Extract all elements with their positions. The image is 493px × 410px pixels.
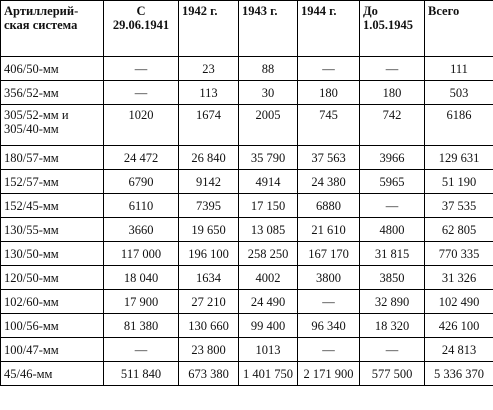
value-cell: 113 (179, 81, 239, 105)
value-cell: 2 171 900 (298, 362, 360, 386)
table-row (1, 242, 493, 266)
table-header-row (1, 1, 493, 57)
value-cell: — (298, 338, 360, 362)
value-cell: 13 085 (239, 218, 298, 242)
header-total: Всего (425, 1, 493, 57)
value-cell: 23 (179, 57, 239, 81)
value-cell: 24 472 (104, 146, 179, 170)
value-cell: 1 401 750 (239, 362, 298, 386)
value-cell: 99 400 (239, 314, 298, 338)
value-cell: 17 900 (104, 290, 179, 314)
header-1942: 1942 г. (179, 1, 239, 57)
value-cell: 21 610 (298, 218, 360, 242)
system-name-cell: 120/50-мм (1, 266, 104, 290)
value-cell: 6186 (425, 105, 493, 146)
table-row (1, 146, 493, 170)
value-cell: 30 (239, 81, 298, 105)
value-cell: 180 (360, 81, 425, 105)
table-row (1, 81, 493, 105)
system-name-cell: 406/50-мм (1, 57, 104, 81)
value-cell: 6790 (104, 170, 179, 194)
value-cell: 31 326 (425, 266, 493, 290)
value-cell: 5965 (360, 170, 425, 194)
value-cell: — (298, 57, 360, 81)
value-cell: 7395 (179, 194, 239, 218)
value-cell: 167 170 (298, 242, 360, 266)
header-artillery-system: Артиллерий-ская система (1, 1, 104, 57)
value-cell: 3966 (360, 146, 425, 170)
value-cell: 745 (298, 105, 360, 146)
value-cell: 1013 (239, 338, 298, 362)
value-cell: 426 100 (425, 314, 493, 338)
system-name-cell: 130/55-мм (1, 218, 104, 242)
value-cell: 742 (360, 105, 425, 146)
value-cell: — (104, 338, 179, 362)
table-row (1, 338, 493, 362)
table-row (1, 57, 493, 81)
value-cell: 4002 (239, 266, 298, 290)
system-name-cell: 130/50-мм (1, 242, 104, 266)
header-1944: 1944 г. (298, 1, 360, 57)
value-cell: 18 040 (104, 266, 179, 290)
value-cell: 37 535 (425, 194, 493, 218)
value-cell: 37 563 (298, 146, 360, 170)
value-cell: 3800 (298, 266, 360, 290)
system-name-cell: 100/56-мм (1, 314, 104, 338)
value-cell: — (360, 57, 425, 81)
value-cell: 503 (425, 81, 493, 105)
system-name-cell: 45/46-мм (1, 362, 104, 386)
value-cell: 5 336 370 (425, 362, 493, 386)
value-cell: 31 815 (360, 242, 425, 266)
header-from-1941: С 29.06.1941 (104, 1, 179, 57)
value-cell: 19 650 (179, 218, 239, 242)
value-cell: 577 500 (360, 362, 425, 386)
table-row (1, 290, 493, 314)
header-to-1945: До 1.05.1945 (360, 1, 425, 57)
value-cell: 24 380 (298, 170, 360, 194)
system-name-cell: 102/60-мм (1, 290, 104, 314)
value-cell: 88 (239, 57, 298, 81)
header-1943: 1943 г. (239, 1, 298, 57)
value-cell: 111 (425, 57, 493, 81)
value-cell: 1634 (179, 266, 239, 290)
table-row (1, 170, 493, 194)
value-cell: 4914 (239, 170, 298, 194)
value-cell: 1020 (104, 105, 179, 146)
value-cell: 180 (298, 81, 360, 105)
value-cell: 27 210 (179, 290, 239, 314)
value-cell: 23 800 (179, 338, 239, 362)
table-row (1, 194, 493, 218)
value-cell: 81 380 (104, 314, 179, 338)
value-cell: 1674 (179, 105, 239, 146)
value-cell: 770 335 (425, 242, 493, 266)
value-cell: — (360, 338, 425, 362)
value-cell: 6880 (298, 194, 360, 218)
system-name-cell: 152/57-мм (1, 170, 104, 194)
value-cell: 196 100 (179, 242, 239, 266)
value-cell: 102 490 (425, 290, 493, 314)
value-cell: 117 000 (104, 242, 179, 266)
value-cell: 32 890 (360, 290, 425, 314)
value-cell: 35 790 (239, 146, 298, 170)
system-name-cell: 356/52-мм (1, 81, 104, 105)
value-cell: 3850 (360, 266, 425, 290)
system-name-cell: 180/57-мм (1, 146, 104, 170)
value-cell: — (104, 57, 179, 81)
value-cell: — (298, 290, 360, 314)
table-row (1, 314, 493, 338)
table-row (1, 362, 493, 386)
value-cell: — (104, 81, 179, 105)
value-cell: 18 320 (360, 314, 425, 338)
table-row (1, 218, 493, 242)
value-cell: 6110 (104, 194, 179, 218)
table-row (1, 266, 493, 290)
value-cell: 3660 (104, 218, 179, 242)
value-cell: — (360, 194, 425, 218)
value-cell: 2005 (239, 105, 298, 146)
system-name-cell: 305/52-мм и 305/40-мм (1, 105, 104, 146)
value-cell: 9142 (179, 170, 239, 194)
value-cell: 130 660 (179, 314, 239, 338)
system-name-cell: 100/47-мм (1, 338, 104, 362)
table-row (1, 105, 493, 146)
value-cell: 26 840 (179, 146, 239, 170)
value-cell: 51 190 (425, 170, 493, 194)
value-cell: 96 340 (298, 314, 360, 338)
value-cell: 24 813 (425, 338, 493, 362)
value-cell: 673 380 (179, 362, 239, 386)
value-cell: 24 490 (239, 290, 298, 314)
system-name-cell: 152/45-мм (1, 194, 104, 218)
value-cell: 62 805 (425, 218, 493, 242)
value-cell: 129 631 (425, 146, 493, 170)
value-cell: 258 250 (239, 242, 298, 266)
value-cell: 17 150 (239, 194, 298, 218)
value-cell: 4800 (360, 218, 425, 242)
value-cell: 511 840 (104, 362, 179, 386)
